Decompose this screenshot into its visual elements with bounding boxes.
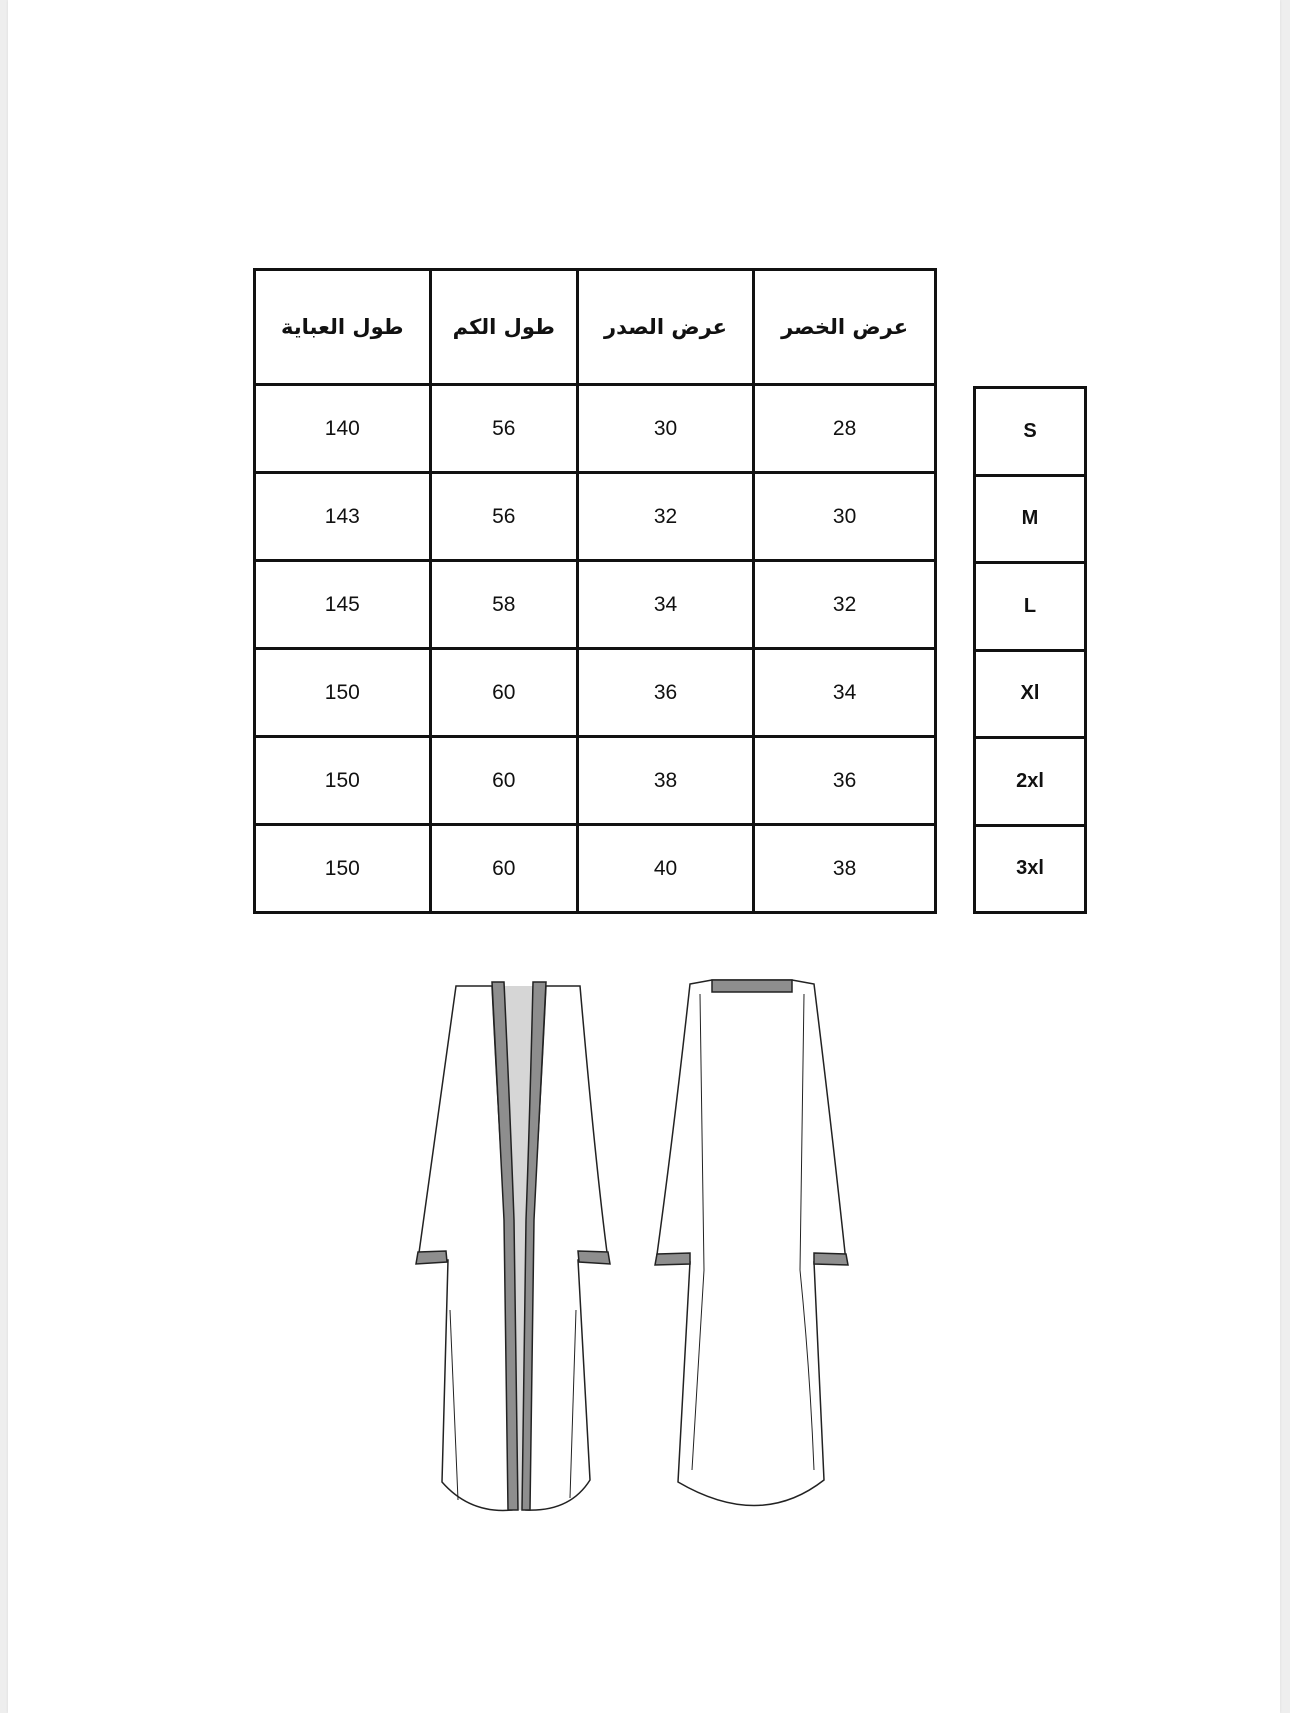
table-cell: 150: [255, 825, 431, 913]
table-cell: 36: [754, 737, 936, 825]
header-chest-width: عرض الصدر: [577, 270, 753, 385]
header-sleeve-length: طول الكم: [430, 270, 577, 385]
table-cell: 34: [754, 649, 936, 737]
table-header-row: [255, 270, 936, 385]
table-cell: 30: [577, 385, 753, 473]
table-cell: 150: [255, 649, 431, 737]
table-row: [255, 649, 936, 737]
table-cell: 60: [430, 825, 577, 913]
table-cell: 145: [255, 561, 431, 649]
size-chart-table: [253, 268, 937, 914]
open-abaya-icon: [416, 982, 610, 1510]
table-cell: 56: [430, 473, 577, 561]
table-cell: 32: [754, 561, 936, 649]
table-cell: 58: [430, 561, 577, 649]
table-row: [255, 473, 936, 561]
header-abaya-length: طول العباية: [255, 270, 431, 385]
table-cell: 150: [255, 737, 431, 825]
table-cell: 30: [754, 473, 936, 561]
size-labels-column: [973, 386, 1087, 914]
table-row: [255, 737, 936, 825]
table-cell: 38: [754, 825, 936, 913]
table-cell: 34: [577, 561, 753, 649]
table-cell: 60: [430, 649, 577, 737]
table-row: [255, 385, 936, 473]
table-cell: 60: [430, 737, 577, 825]
table-cell: 36: [577, 649, 753, 737]
size-label: S: [975, 388, 1086, 476]
size-label: L: [975, 563, 1086, 651]
size-label: 3xl: [975, 825, 1086, 913]
table-row: [255, 825, 936, 913]
closed-dress-icon: [655, 980, 848, 1506]
table-cell: 32: [577, 473, 753, 561]
table-cell: 38: [577, 737, 753, 825]
table-cell: 40: [577, 825, 753, 913]
table-cell: 28: [754, 385, 936, 473]
size-label: Xl: [975, 650, 1086, 738]
table-cell: 56: [430, 385, 577, 473]
size-label: 2xl: [975, 738, 1086, 826]
garment-illustrations: [400, 970, 890, 1530]
header-waist-width: عرض الخصر: [754, 270, 936, 385]
size-label: M: [975, 475, 1086, 563]
table-cell: 143: [255, 473, 431, 561]
table-row: [255, 561, 936, 649]
table-cell: 140: [255, 385, 431, 473]
